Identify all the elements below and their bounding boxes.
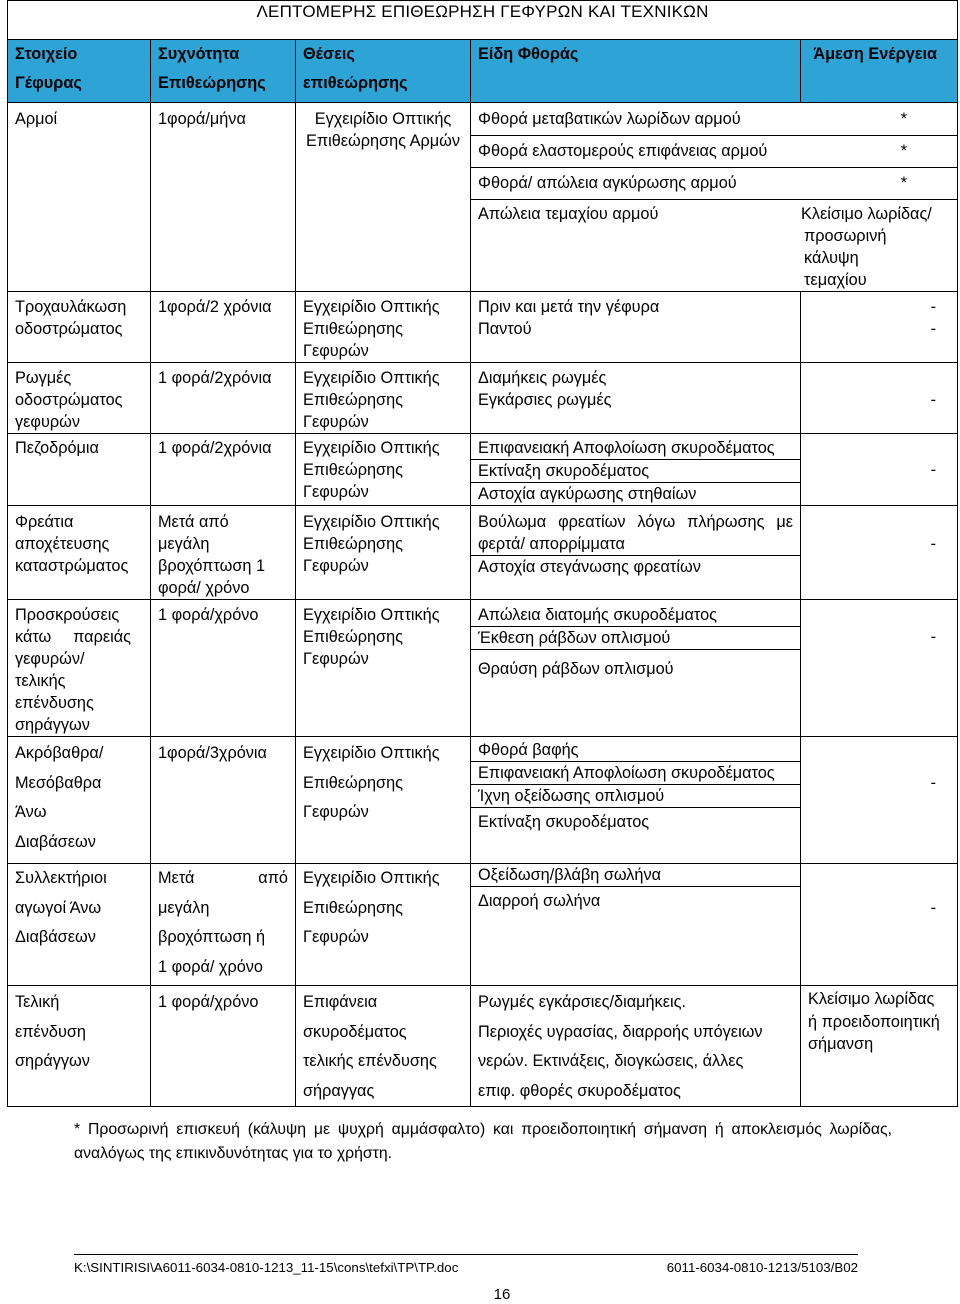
header-frequency: Συχνότητα Επιθεώρησης [151, 40, 296, 103]
table-row [8, 737, 958, 864]
cell-damage: Οξείδωση/βλάβη σωλήνα Διαρροή σωλήνα [471, 864, 801, 986]
cell-damage-action [471, 103, 958, 292]
table-row [8, 434, 958, 506]
cell-element: Ακρόβαθρα/ Μεσόβαθρα Άνω Διαβάσεων [8, 737, 151, 864]
cell-action: - [801, 864, 958, 986]
document-code: 6011-6034-0810-1213/5103/B02 [666, 1260, 858, 1275]
cell-action: - - [801, 292, 958, 363]
cell-element: Πεζοδρόμια [8, 434, 151, 506]
title-row [8, 1, 958, 40]
cell-element: Τροχαυλάκωση οδοστρώματος [8, 292, 151, 363]
cell-frequency: 1 φορά/χρόνο [151, 600, 296, 737]
cell-element: Αρμοί [8, 103, 151, 292]
cell-damage: Διαμήκεις ρωγμές Εγκάρσιες ρωγμές [471, 363, 801, 434]
cell-damage: Πριν και μετά την γέφυρα Παντού [471, 292, 801, 363]
cell-frequency: Μετά από μεγάλη βροχόπτωση 1 φορά/ χρόνο [151, 506, 296, 600]
cell-frequency: 1 φορά/χρόνο [151, 986, 296, 1107]
cell-positions: Εγχειρίδιο Οπτικής Επιθεώρησης Γεφυρών [296, 737, 471, 864]
damage-line: Φθορά μεταβατικών λωρίδων αρμού * [471, 103, 957, 136]
cell-damage: Βούλωμα φρεατίων λόγω πλήρωσης με φερτά/ απορρίμματα Αστοχία στεγάνωσης φρεατίων [471, 506, 801, 600]
page-number: 16 [493, 1286, 511, 1303]
cell-positions: Εγχειρίδιο Οπτικής Επιθεώρησης Αρμών [296, 103, 471, 292]
table-row [8, 103, 958, 292]
cell-action: - [801, 506, 958, 600]
cell-frequency: 1φορά/2 χρόνια [151, 292, 296, 363]
table-row [8, 506, 958, 600]
file-path: K:\SINTIRISI\A6011-6034-0810-1213_11-15\cons\tefxi\TP\TP.doc [74, 1260, 459, 1275]
table-row [8, 363, 958, 434]
inspection-table [7, 0, 958, 1107]
cell-element: Συλλεκτήριοι αγωγοί Άνω Διαβάσεων [8, 864, 151, 986]
footnote: * Προσωρινή επισκευή (κάλυψη με ψυχρή αμμάσφαλτο) και προειδοποιητική σήμανση ή αποκλεισμός λωρίδας, αναλόγως της επικινδυνότητας για το χρήστη. [74, 1121, 892, 1162]
table-row [8, 986, 958, 1107]
table-row [8, 292, 958, 363]
cell-frequency: 1φορά/μήνα [151, 103, 296, 292]
cell-frequency: Μετά από μεγάλη βροχόπτωση ή 1 φορά/ χρόνο [151, 864, 296, 986]
cell-damage: Επιφανειακή Αποφλοίωση σκυροδέματος Εκτίναξη σκυροδέματος Αστοχία αγκύρωσης στηθαίων [471, 434, 801, 506]
damage-line: Φθορά ελαστομερούς επιφάνειας αρμού * [471, 135, 957, 168]
cell-action: - [801, 363, 958, 434]
header-positions: Θέσεις επιθεώρησης [296, 40, 471, 103]
cell-frequency: 1φορά/3χρόνια [151, 737, 296, 864]
cell-action: - [801, 434, 958, 506]
damage-line: Απώλεια τεμαχίου αρμού [478, 205, 659, 223]
cell-action: - [801, 737, 958, 864]
cell-action: Κλείσιμο λωρίδας ή προειδοποιητική σήμανση [801, 986, 958, 1107]
table-row [8, 864, 958, 986]
cell-damage: Απώλεια διατομής σκυροδέματος Έκθεση ράβδων οπλισμού Θραύση ράβδων οπλισμού [471, 600, 801, 737]
header-action: Άμεση Ενέργεια [801, 40, 958, 103]
damage-line: Φθορά/ απώλεια αγκύρωσης αρμού * [471, 167, 957, 200]
page-footer [74, 1254, 858, 1275]
cell-damage: Ρωγμές εγκάρσιες/διαμήκεις. Περιοχές υγρασίας, διαρροής υπόγειων νερών. Εκτινάξεις, διογκώσεις, άλλες επιφ. φθορές σκυροδέματος [471, 986, 801, 1107]
cell-positions: Επιφάνεια σκυροδέματος τελικής επένδυσης σήραγγας [296, 986, 471, 1107]
header-damage: Είδη Φθοράς [471, 40, 801, 103]
action-text: Κλείσιμο λωρίδας/ προσωρινή κάλυψη τεμαχίου [801, 205, 932, 289]
table-title: ΛΕΠΤΟΜΕΡΗΣ ΕΠΙΘΕΩΡΗΣΗ ΓΕΦΥΡΩΝ ΚΑΙ ΤΕΧΝΙΚΩΝ [8, 1, 958, 40]
cell-frequency: 1 φορά/2χρόνια [151, 363, 296, 434]
cell-positions: Εγχειρίδιο Οπτικής Επιθεώρησης Γεφυρών [296, 864, 471, 986]
cell-positions: Εγχειρίδιο Οπτικής Επιθεώρησης Γεφυρών [296, 363, 471, 434]
cell-element: Φρεάτια αποχέτευσης καταστρώματος [8, 506, 151, 600]
cell-positions: Εγχειρίδιο Οπτικής Επιθεώρησης Γεφυρών [296, 434, 471, 506]
cell-positions: Εγχειρίδιο Οπτικής Επιθεώρησης Γεφυρών [296, 292, 471, 363]
header-row [8, 40, 958, 103]
cell-damage: Φθορά βαφής Επιφανειακή Αποφλοίωση σκυροδέματος Ίχνη οξείδωσης οπλισμού Εκτίναξη σκυροδέματος [471, 737, 801, 864]
header-element: Στοιχείο Γέφυρας [8, 40, 151, 103]
cell-action: - [801, 600, 958, 737]
table-row [8, 600, 958, 737]
cell-element: Τελική επένδυση σηράγγων [8, 986, 151, 1107]
cell-element: Ρωγμές οδοστρώματος γεφυρών [8, 363, 151, 434]
cell-positions: Εγχειρίδιο Οπτικής Επιθεώρησης Γεφυρών [296, 506, 471, 600]
cell-frequency: 1 φορά/2χρόνια [151, 434, 296, 506]
cell-element: Προσκρούσεις κάτω παρειάς γεφυρών/ τελικής επένδυσης σηράγγων [8, 600, 151, 737]
cell-positions: Εγχειρίδιο Οπτικής Επιθεώρησης Γεφυρών [296, 600, 471, 737]
